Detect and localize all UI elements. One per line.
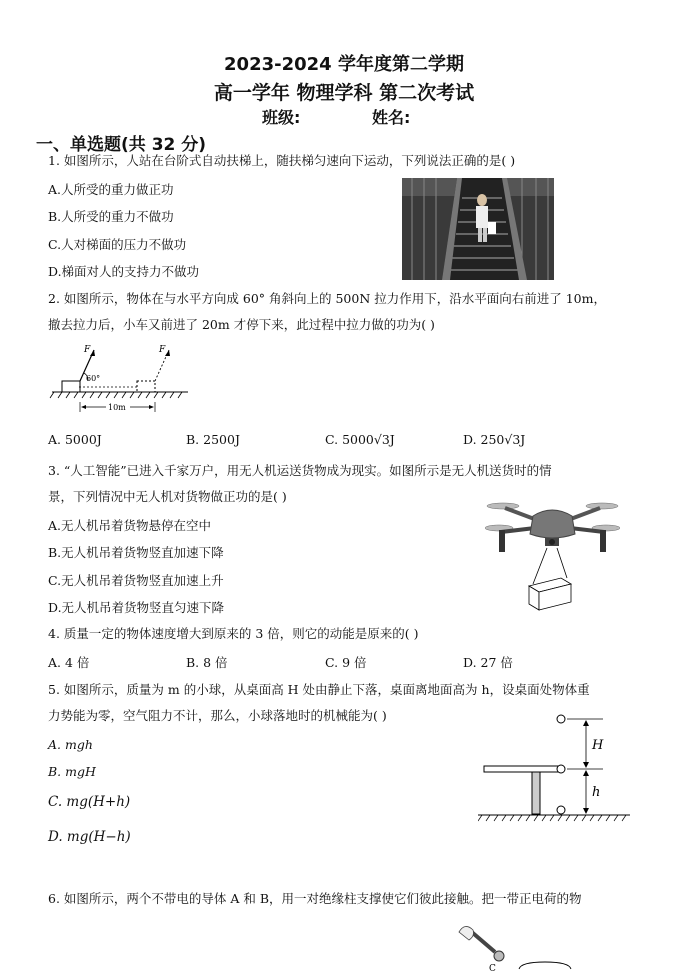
exam-subject-title: 高一学年 物理学科 第二次考试 — [213, 82, 475, 104]
question-2-option-c: C. 5000√3J — [325, 432, 395, 447]
question-4-option-c: C. 9 倍 — [325, 655, 367, 670]
question-1-option-c: C.人对梯面的压力不做功 — [48, 237, 187, 252]
question-1-option-d: D.梯面对人的支持力不做功 — [48, 264, 200, 279]
question-6-figure — [455, 922, 605, 971]
class-label: 班级: — [262, 108, 301, 127]
question-5-stem-line-1: 5. 如图所示，质量为 m 的小球，从桌面高 H 处由静止下落，桌面离地面高为 h，设桌面处物体重 — [48, 682, 590, 697]
question-4-option-d: D. 27 倍 — [463, 655, 513, 670]
height-label-lower: h — [592, 785, 601, 800]
question-3-stem-line-1: 3. “人工智能”已进入千家万户，用无人机运送货物成为现实。如图所示是无人机送货时的情 — [48, 463, 552, 478]
question-6-stem-line-1: 6. 如图所示，两个不带电的导体 A 和 B，用一对绝缘柱支撑使它们彼此接触。把一带正电荷的物 — [48, 891, 582, 906]
force-label-f-dashed: F — [159, 345, 166, 355]
drone-figure — [485, 498, 620, 613]
exam-term-title: 2023-2024 学年度第二学期 — [224, 54, 464, 75]
question-4-option-b: B. 8 倍 — [186, 655, 228, 670]
question-2-option-a: A. 5000J — [48, 432, 102, 447]
question-3-option-d: D.无人机吊着货物竖直匀速下降 — [48, 600, 225, 615]
distance-label: 10m — [108, 403, 126, 412]
escalator-photo — [402, 178, 554, 280]
question-3-option-a: A.无人机吊着货物悬停在空中 — [48, 518, 212, 533]
question-5-option-b: B. mgH — [48, 764, 96, 779]
question-3-stem-line-2: 景，下列情况中无人机对货物做正功的是( ) — [48, 489, 287, 504]
question-2-option-d: D. 250√3J — [463, 432, 526, 447]
question-2-figure — [48, 340, 198, 418]
question-3-option-c: C.无人机吊着货物竖直加速上升 — [48, 573, 224, 588]
question-5-option-a: A. mgh — [48, 737, 93, 752]
section-title: 一、单选题(共 32 分) — [36, 135, 207, 155]
height-label-upper: H — [592, 738, 604, 753]
question-5-option-d: D. mg(H−h) — [48, 829, 131, 845]
force-label-f: F — [84, 345, 91, 355]
question-5-figure — [478, 708, 638, 826]
question-3-option-b: B.无人机吊着货物竖直加速下降 — [48, 545, 224, 560]
question-4-stem: 4. 质量一定的物体速度增大到原来的 3 倍，则它的动能是原来的( ) — [48, 626, 419, 641]
question-2-option-b: B. 2500J — [186, 432, 240, 447]
question-2-stem-line-1: 2. 如图所示，物体在与水平方向成 60° 角斜向上的 500N 拉力作用下，沿水平面向右前进了 10m， — [48, 291, 606, 306]
question-5-stem-line-2: 力势能为零，空气阻力不计，那么，小球落地时的机械能为( ) — [48, 708, 387, 723]
charged-rod-label: C — [489, 964, 496, 971]
question-4-option-a: A. 4 倍 — [48, 655, 90, 670]
angle-label: 60° — [86, 374, 101, 383]
name-label: 姓名: — [372, 108, 411, 127]
question-1-option-b: B.人所受的重力不做功 — [48, 209, 174, 224]
question-1-option-a: A.人所受的重力做正功 — [48, 182, 174, 197]
question-2-stem-line-2: 撤去拉力后，小车又前进了 20m 才停下来，此过程中拉力做的功为( ) — [48, 317, 435, 332]
question-1-stem: 1. 如图所示，人站在台阶式自动扶梯上，随扶梯匀速向下运动，下列说法正确的是( ) — [48, 153, 516, 168]
question-5-option-c: C. mg(H+h) — [48, 794, 131, 810]
